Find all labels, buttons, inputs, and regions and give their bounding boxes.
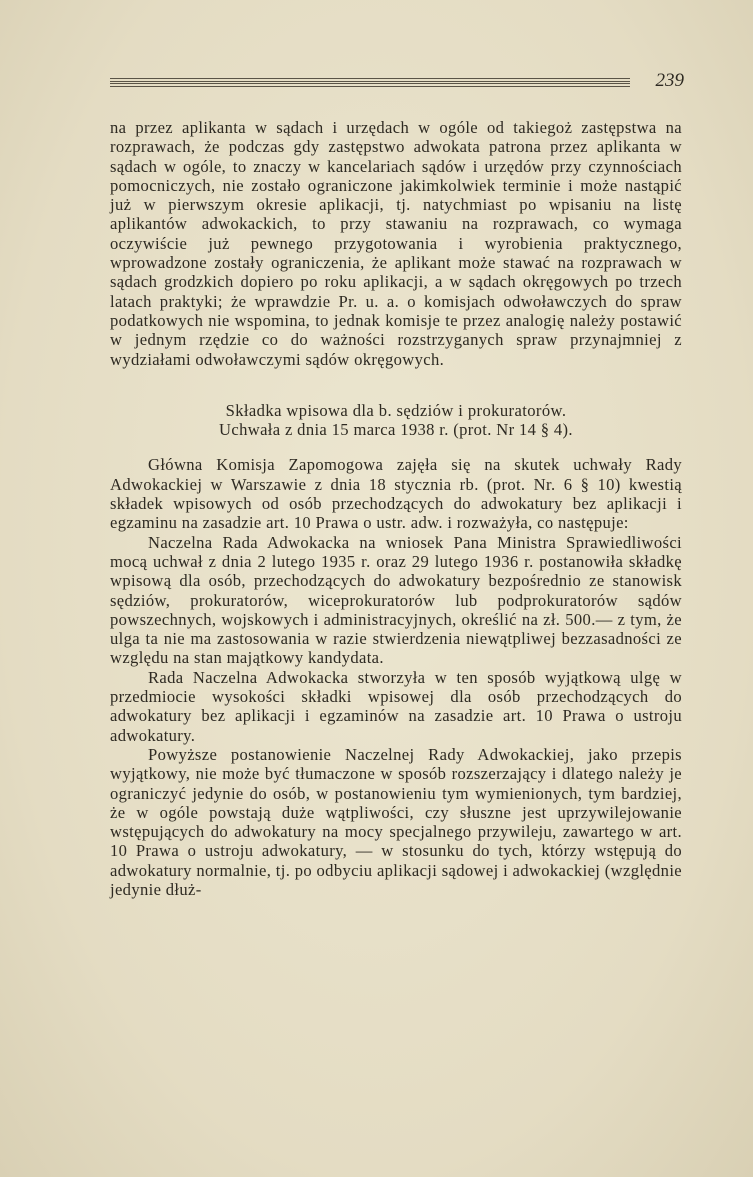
page-number: 239 [655,70,684,91]
paragraph: Powyższe postanowienie Naczelnej Rady Adwokackiej, jako przepis wyjątkowy, nie może być tłumaczone w sposób rozszerzający i dlatego należy je ograniczyć jedynie do osób, w postanowieniu tym wymienionych, tym bardziej, że w ogóle powstają duże wątpliwości, czy słuszne jest uprzywilejowanie wstępujących do adwokatury na mocy specjalnego przywileju, zawartego w art. 10 Prawa o ustroju adwokatury, — w stosunku do tych, którzy wstępują do adwokatury normalnie, tj. po odbyciu aplikacji sądowej i adwokackiej (względnie jedynie dłuż- [110,744,682,899]
paragraph-continued: na przez aplikanta w sądach i urzędach w ogóle od takiegoż zastępstwa na rozprawach, że podczas gdy zastępstwo adwokata patrona przez aplikanta w sądach w ogóle, to znaczy w kancelariach sądów i urzędów przy czynnościach pomocniczych, nie zostało ograniczone jakimkolwiek terminie i może nastąpić już w pierwszym okresie aplikacji, tj. natychmiast po wpisaniu na listę aplikantów adwokackich, to przy stawaniu na rozprawach, co wymaga oczywiście już pewnego przygotowania i wyrobienia praktycznego, wprowadzone zostały ograniczenia, że aplikant może stawać na rozprawach w sądach grodzkich dopiero po roku aplikacji, a w sądach okręgowych po trzech latach praktyki; że wprawdzie Pr. u. a. o komisjach odwoławczych do spraw podatkowych nie wspomina, to jednak komisje te przez analogię należy postawić w jednym rzędzie co do ważności rozstrzyganych spraw przynajmniej z wydziałami odwoławczymi sądów okręgowych. [110,118,682,369]
body-text [110,118,682,899]
header-rule-top [110,78,630,82]
page-header [110,70,690,94]
paragraph: Naczelna Rada Adwokacka na wniosek Pana Ministra Sprawiedliwości mocą uchwał z dnia 2 lutego 1935 r. oraz 29 lutego 1936 r. postanowiła składkę wpisową dla osób, przechodzących do adwokatury bezpośrednio ze stanowisk sędziów, prokuratorów, wiceprokuratorów lub podprokuratorów sądów powszechnych, wojskowych i administracyjnych, określić na zł. 500.— z tym, że ulga ta nie ma zastosowania w razie stwierdzenia niewątpliwej bezzasadności ze względu na stan majątkowy kandydata. [110,532,682,668]
paragraph: Rada Naczelna Adwokacka stworzyła w ten sposób wyjątkową ulgę w przedmiocie wysokości składki wpisowej dla osób przechodzących do adwokatury bez aplikacji i egzaminów na zasadzie art. 10 Prawa o ustroju adwokatury. [110,667,682,745]
section-title: Składka wpisowa dla b. sędziów i prokuratorów. [225,400,567,420]
paragraph: Główna Komisja Zapomogowa zajęła się na skutek uchwały Rady Adwokackiej w Warszawie z dnia 18 stycznia rb. (prot. Nr. 6 § 10) kwestią składek wpisowych od osób przechodzących do adwokatury bez aplikacji i egzaminu na zasadzie art. 10 Prawa o ustr. adw. i rozważyła, co następuje: [110,455,682,533]
section-subtitle: Uchwała z dnia 15 marca 1938 r. (prot. Nr 14 § 4). [219,420,573,440]
header-rule-bottom [110,83,630,87]
